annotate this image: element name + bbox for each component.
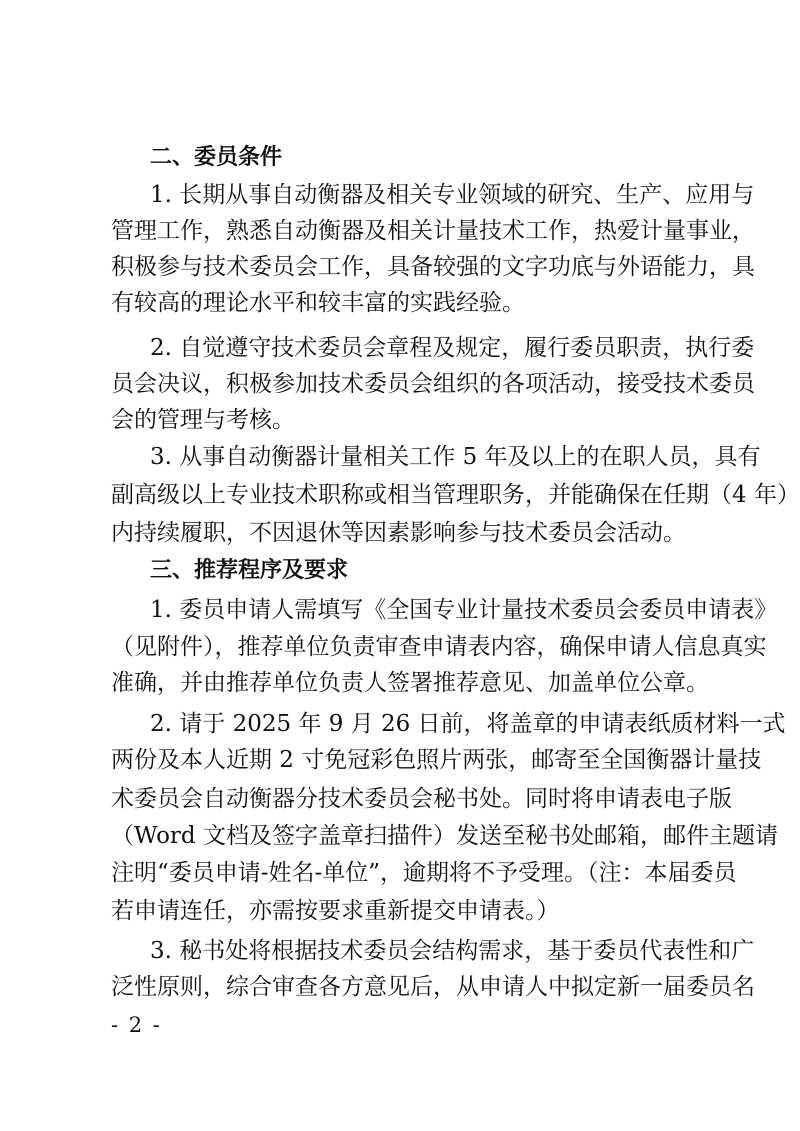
paragraph-line: 管理工作，熟悉自动衡器及相关计量技术工作，热爱计量事业，	[111, 218, 755, 244]
paragraph-line: 两份及本人近期 2 寸免冠彩色照片两张，邮寄至全国衡器计量技	[111, 747, 762, 773]
paragraph-line: 泛性原则，综合审查各方意见后，从申请人中拟定新一届委员名	[111, 974, 755, 1000]
paragraph-line: 积极参与技术委员会工作，具备较强的文字功底与外语能力，具	[111, 254, 755, 280]
paragraph-line: （见附件），推荐单位负责审查申请表内容，确保申请人信息真实	[111, 634, 767, 660]
paragraph-line: 有较高的理论水平和较丰富的实践经验。	[111, 290, 525, 316]
paragraph-line: 1. 长期从事自动衡器及相关专业领域的研究、生产、应用与	[150, 182, 755, 208]
paragraph-line: 1. 委员申请人需填写《全国专业计量技术委员会委员申请表》	[150, 597, 778, 623]
paragraph-line: 员会决议，积极参加技术委员会组织的各项活动，接受技术委员	[111, 371, 755, 397]
paragraph-line: （Word 文档及签字盖章扫描件）发送至秘书处邮箱，邮件主题请	[111, 823, 778, 849]
paragraph-line: 3. 秘书处将根据技术委员会结构需求，基于委员代表性和广	[150, 938, 755, 964]
paragraph-line: 会的管理与考核。	[111, 407, 295, 433]
paragraph-line: 3. 从事自动衡器计量相关工作 5 年及以上的在职人员，具有	[150, 444, 761, 470]
paragraph-line: 2. 自觉遵守技术委员会章程及规定，履行委员职责，执行委	[150, 335, 755, 361]
section-heading-recommendation-procedure: 三、推荐程序及要求	[150, 558, 349, 583]
paragraph-line: 2. 请于 2025 年 9 月 26 日前，将盖章的申请表纸质材料一式	[150, 711, 786, 737]
page-number: - 2 -	[111, 1013, 162, 1037]
paragraph-line: 术委员会自动衡器分技术委员会秘书处。同时将申请表电子版	[111, 786, 732, 812]
paragraph-line: 注明“委员申请-姓名-单位”，逾期将不予受理。（注：本届委员	[111, 860, 737, 886]
paragraph-line: 内持续履职，不因退休等因素影响参与技术委员会活动。	[111, 520, 686, 546]
paragraph-line: 若申请连任，亦需按要求重新提交申请表。）	[111, 898, 560, 924]
section-heading-member-conditions: 二、委员条件	[150, 145, 283, 170]
paragraph-line: 准确，并由推荐单位负责人签署推荐意见、加盖单位公章。	[111, 670, 709, 696]
paragraph-line: 副高级以上专业技术职称或相当管理职务，并能确保在任期（4 年）	[111, 482, 800, 508]
